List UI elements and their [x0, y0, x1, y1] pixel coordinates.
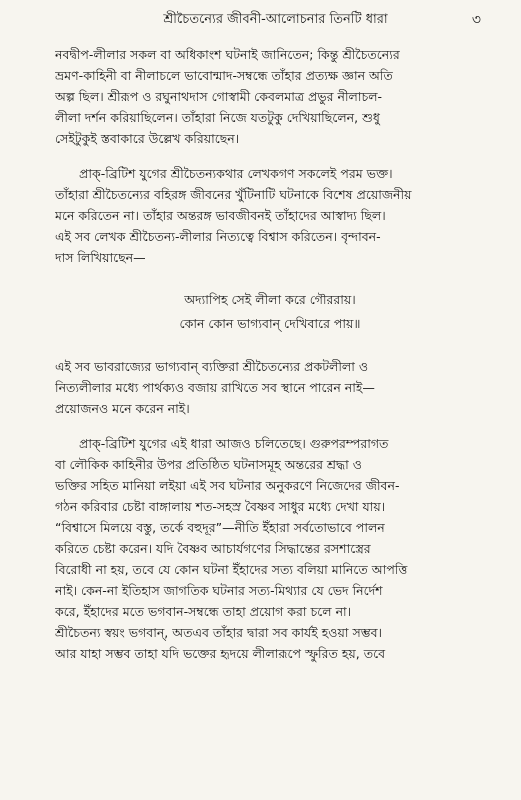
verse-line: অদ্যাপিহ সেই লীলা করে গৌররায়।	[184, 292, 356, 307]
text-line: প্রয়োজনও মনে করেন নাই।	[55, 401, 190, 416]
paragraph-gap	[55, 149, 485, 163]
text-line: তাঁহারা শ্রীচৈতন্যের বহিরঙ্গ জীবনের খুঁটিনাটি ঘটনাকে বিশেষ প্রয়োজনীয়	[55, 187, 412, 202]
text-line: লীলা দর্শন করিয়াছিলেন। তাঁহারা নিজে যতটুকু দেখিয়াছিলেন, শুধু	[55, 110, 380, 125]
text-line: ভ্রমণ-কাহিনী বা নীলাচলে ভাবোন্মাদ-সম্বন্ধে তাঁহার প্রত্যক্ষ জ্ঞান অতি	[55, 68, 393, 83]
text-line: প্রাক্-ব্রিটিশ যুগের এই ধারা আজও চলিতেছে। গুরুপরম্পরাগত	[79, 436, 389, 451]
text-line: নাই। কেন-না ইতিহাস জাগতিক ঘটনার সত্য-মিথ্যার যে ভেদ নির্দেশ	[55, 583, 383, 598]
text-line: বিরোধী না হয়, তবে যে কোন ঘটনা ইঁহাদের সত্য বলিয়া মানিতে আপত্তি	[55, 562, 408, 577]
text-line: মনে করিতেন না। তাঁহার অন্তরঙ্গ ভাবজীবনই তাঁহাদের আস্বাদ্য ছিল।	[55, 208, 386, 223]
text-line: সেইটুকুই স্তবাকারে উল্লেখ করিয়াছেন।	[55, 131, 240, 146]
page-number: ৩	[471, 12, 481, 28]
text-line: এই সব ভাবরাজ্যের ভাগ্যবান্ ব্যক্তিরা শ্রীচৈতন্যের প্রকটলীলা ও	[55, 359, 369, 374]
text-line: শ্রীচৈতন্য স্বয়ং ভগবান্, অতএব তাঁহার দ্বারা সব কার্যই হওয়া সম্ভব।	[55, 625, 383, 640]
text-line: প্রাক্-ব্রিটিশ যুগের শ্রীচৈতন্যকথার লেখকগণ সকলেই পরম ভক্ত।	[79, 166, 393, 181]
paragraph-gap	[55, 419, 485, 433]
page-body	[55, 44, 485, 664]
paragraph-2	[55, 163, 485, 268]
verse-line: কোন কোন ভাগ্যবান্ দেখিবারে পায়॥	[179, 316, 361, 331]
text-line: এই সব লেখক শ্রীচৈতন্য-লীলার নিত্যত্বে বিশ্বাস করিতেন। বৃন্দাবন-	[55, 229, 381, 244]
text-line: নবদ্বীপ-লীলার সকল বা অধিকাংশ ঘটনাই জানিতেন; কিন্তু শ্রীচৈতন্যের	[55, 47, 400, 62]
paragraph-3	[55, 356, 485, 419]
paragraph-4	[55, 433, 485, 664]
paragraph-1	[55, 44, 485, 149]
verse-quote	[55, 288, 485, 336]
text-line: আর যাহা সম্ভব তাহা যদি ভক্তের হৃদয়ে লীলারূপে স্ফুরিত হয়, তবে	[55, 646, 386, 661]
text-line: বা লৌকিক কাহিনীর উপর প্রতিষ্ঠিত ঘটনাসমূহ অন্তরের শ্রদ্ধা ও	[55, 457, 362, 472]
text-line: দাস লিখিয়াছেন—	[55, 250, 146, 265]
text-line: নিত্যলীলার মধ্যে পার্থক্যও বজায় রাখিতে সব স্থানে পারেন নাই—	[55, 380, 375, 395]
text-line: ভক্তির সহিত মানিয়া লইয়া এই সব ঘটনার অনুকরণে নিজেদের জীবন-	[55, 478, 400, 493]
text-line: অল্প ছিল। শ্রীরূপ ও রঘুনাথদাস গোস্বামী কেবলমাত্র প্রভুর নীলাচল-	[55, 89, 383, 104]
text-line: গঠন করিবার চেষ্টা বাঙ্গালায় শত-সহস্র বৈষ্ণব সাধুর মধ্যে দেখা যায়।	[55, 499, 386, 514]
running-title: শ্রীচৈতন্যের জীবনী-আলোচনার তিনটি ধারা	[163, 12, 388, 27]
text-line: করিতে চেষ্টা করেন। যদি বৈষ্ণব আচার্যগণের সিদ্ধান্তের রসশাস্ত্রের	[55, 541, 371, 556]
text-line: “বিশ্বাসে মিলয়ে বস্তু, তর্কে বহুদূর”—নীতি ইঁহারা সর্বতোভাবে পালন	[55, 520, 385, 535]
text-line: করে, ইঁহাদের মতে ভগবান-সম্বন্ধে তাহা প্রয়োগ করা চলে না।	[55, 604, 352, 619]
